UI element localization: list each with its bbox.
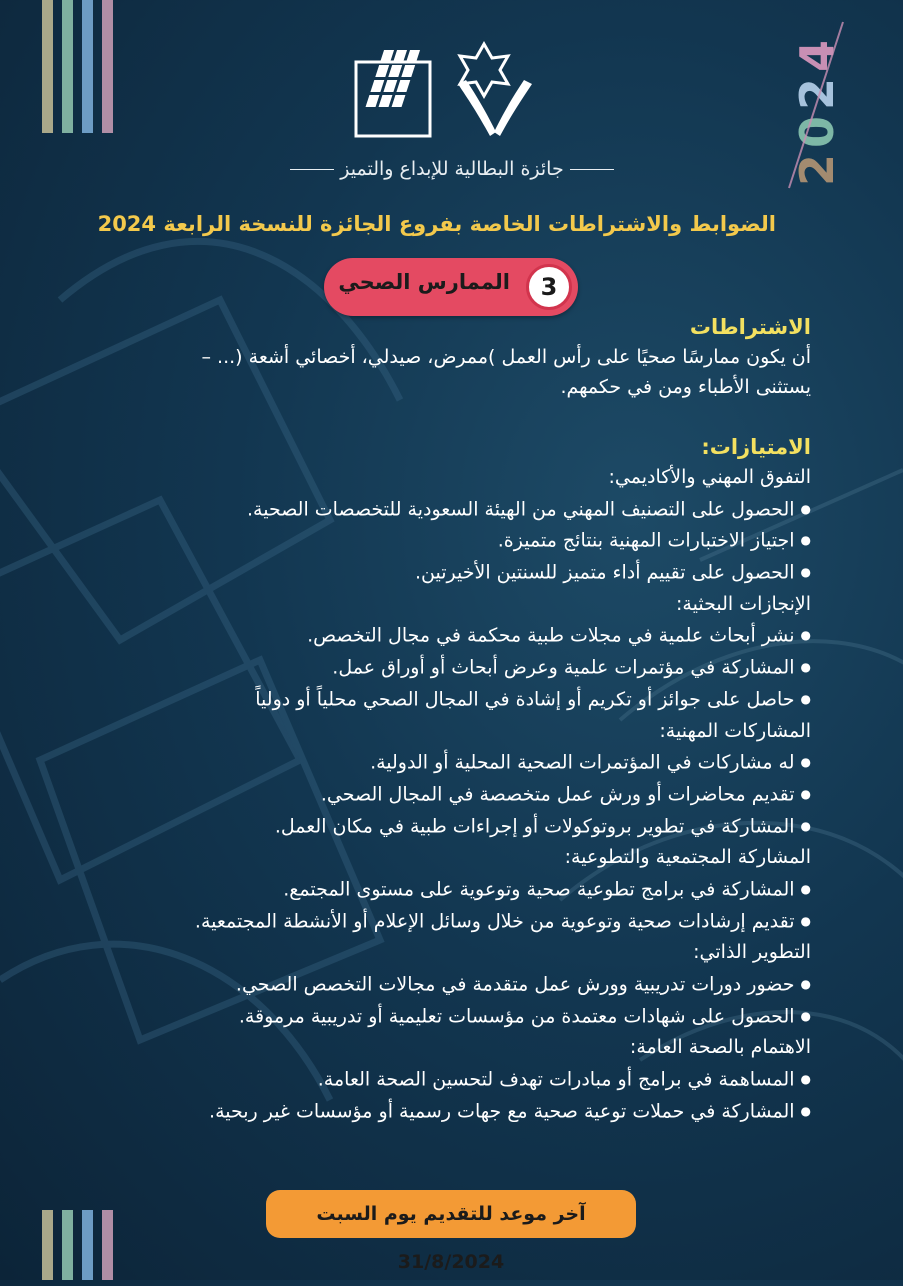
- list-item: ●حضور دورات تدريبية وورش عمل متقدمة في مجالات التخصص الصحي.: [235, 973, 811, 995]
- list-item: ●حاصل على جوائز أو تكريم أو إشادة في المجال الصحي محلياً أو دولياً: [255, 688, 811, 710]
- list-item: ●تقديم إرشادات صحية وتوعوية من خلال وسائل الإعلام أو الأنشطة المجتمعية.: [194, 909, 811, 932]
- section-title: الاهتمام بالصحة العامة:: [629, 1036, 811, 1059]
- award-logos: [354, 40, 534, 138]
- section-title: الإنجازات البحثية:: [676, 592, 811, 615]
- list-item: ●المساهمة في برامج أو مبادرات تهدف لتحسين الصحة العامة.: [317, 1068, 811, 1090]
- list-item: ●الحصول على التصنيف المهني من الهيئة السعودية للتخصصات الصحية.: [246, 497, 811, 520]
- list-item: ●اجتياز الاختبارات المهنية بنتائج متميزة.: [497, 529, 811, 552]
- section-title: المشاركة المجتمعية والتطوعية:: [564, 846, 811, 869]
- section-title: التفوق المهني والأكاديمي:: [608, 466, 811, 488]
- grid-logo-icon: [356, 50, 430, 136]
- requirements-heading: الاشتراطات: [689, 315, 811, 339]
- svg-text:0: 0: [790, 115, 844, 148]
- organization-name: جائزة البطالية للإبداع والتميز: [264, 158, 640, 180]
- section-title: المشاركات المهنية:: [659, 719, 811, 742]
- requirements-line: أن يكون ممارسًا صحيًا على رأس العمل )ممرض، صيدلي، أخصائي أشعة (... –: [201, 346, 811, 368]
- branch-badge: [324, 258, 578, 316]
- privileges-heading: الامتيازات:: [701, 435, 811, 459]
- list-item: ●المشاركة في حملات توعية صحية مع جهات رسمية أو مؤسسات غير ربحية.: [209, 1099, 811, 1122]
- year-badge: [781, 8, 851, 198]
- list-item: ●الحصول على شهادات معتمدة من مؤسسات تعليمية أو تدريبية مرموقة.: [238, 1004, 811, 1027]
- decorative-stripes-top: [42, 0, 113, 133]
- list-item: ●نشر أبحاث علمية في مجلات طبية محكمة في مجال التخصص.: [307, 624, 811, 647]
- section-title: التطوير الذاتي:: [693, 941, 811, 964]
- requirements-line: يستثنى الأطباء ومن في حكمهم.: [560, 376, 811, 398]
- svg-text:2: 2: [790, 77, 844, 110]
- list-item: ●الحصول على تقييم أداء متميز للسنتين الأخيرتين.: [415, 561, 811, 584]
- list-item: ●له مشاركات في المؤتمرات الصحية المحلية أو الدولية.: [370, 751, 811, 774]
- list-item: ●المشاركة في تطوير بروتوكولات أو إجراءات طبية في مكان العمل.: [274, 814, 811, 837]
- branch-number: 3: [526, 264, 572, 310]
- deadline-badge: آخر موعد للتقديم يوم السبت 31/8/2024: [266, 1190, 636, 1238]
- svg-text:4: 4: [790, 39, 844, 72]
- list-item: ●تقديم محاضرات أو ورش عمل متخصصة في المجال الصحي.: [320, 783, 811, 805]
- list-item: ●المشاركة في مؤتمرات علمية وعرض أبحاث أو أوراق عمل.: [332, 656, 811, 679]
- decorative-stripes-bottom: [42, 1210, 113, 1280]
- list-item: ●المشاركة في برامج تطوعية صحية وتوعوية على مستوى المجتمع.: [283, 878, 811, 900]
- star-emblem-icon: [458, 44, 532, 136]
- svg-text:2: 2: [790, 153, 844, 186]
- branch-label: الممارس الصحي: [338, 270, 510, 294]
- page-title: الضوابط والاشتراطات الخاصة بفروع الجائزة للنسخة الرابعة 2024: [97, 212, 776, 236]
- content-body: [91, 312, 811, 1127]
